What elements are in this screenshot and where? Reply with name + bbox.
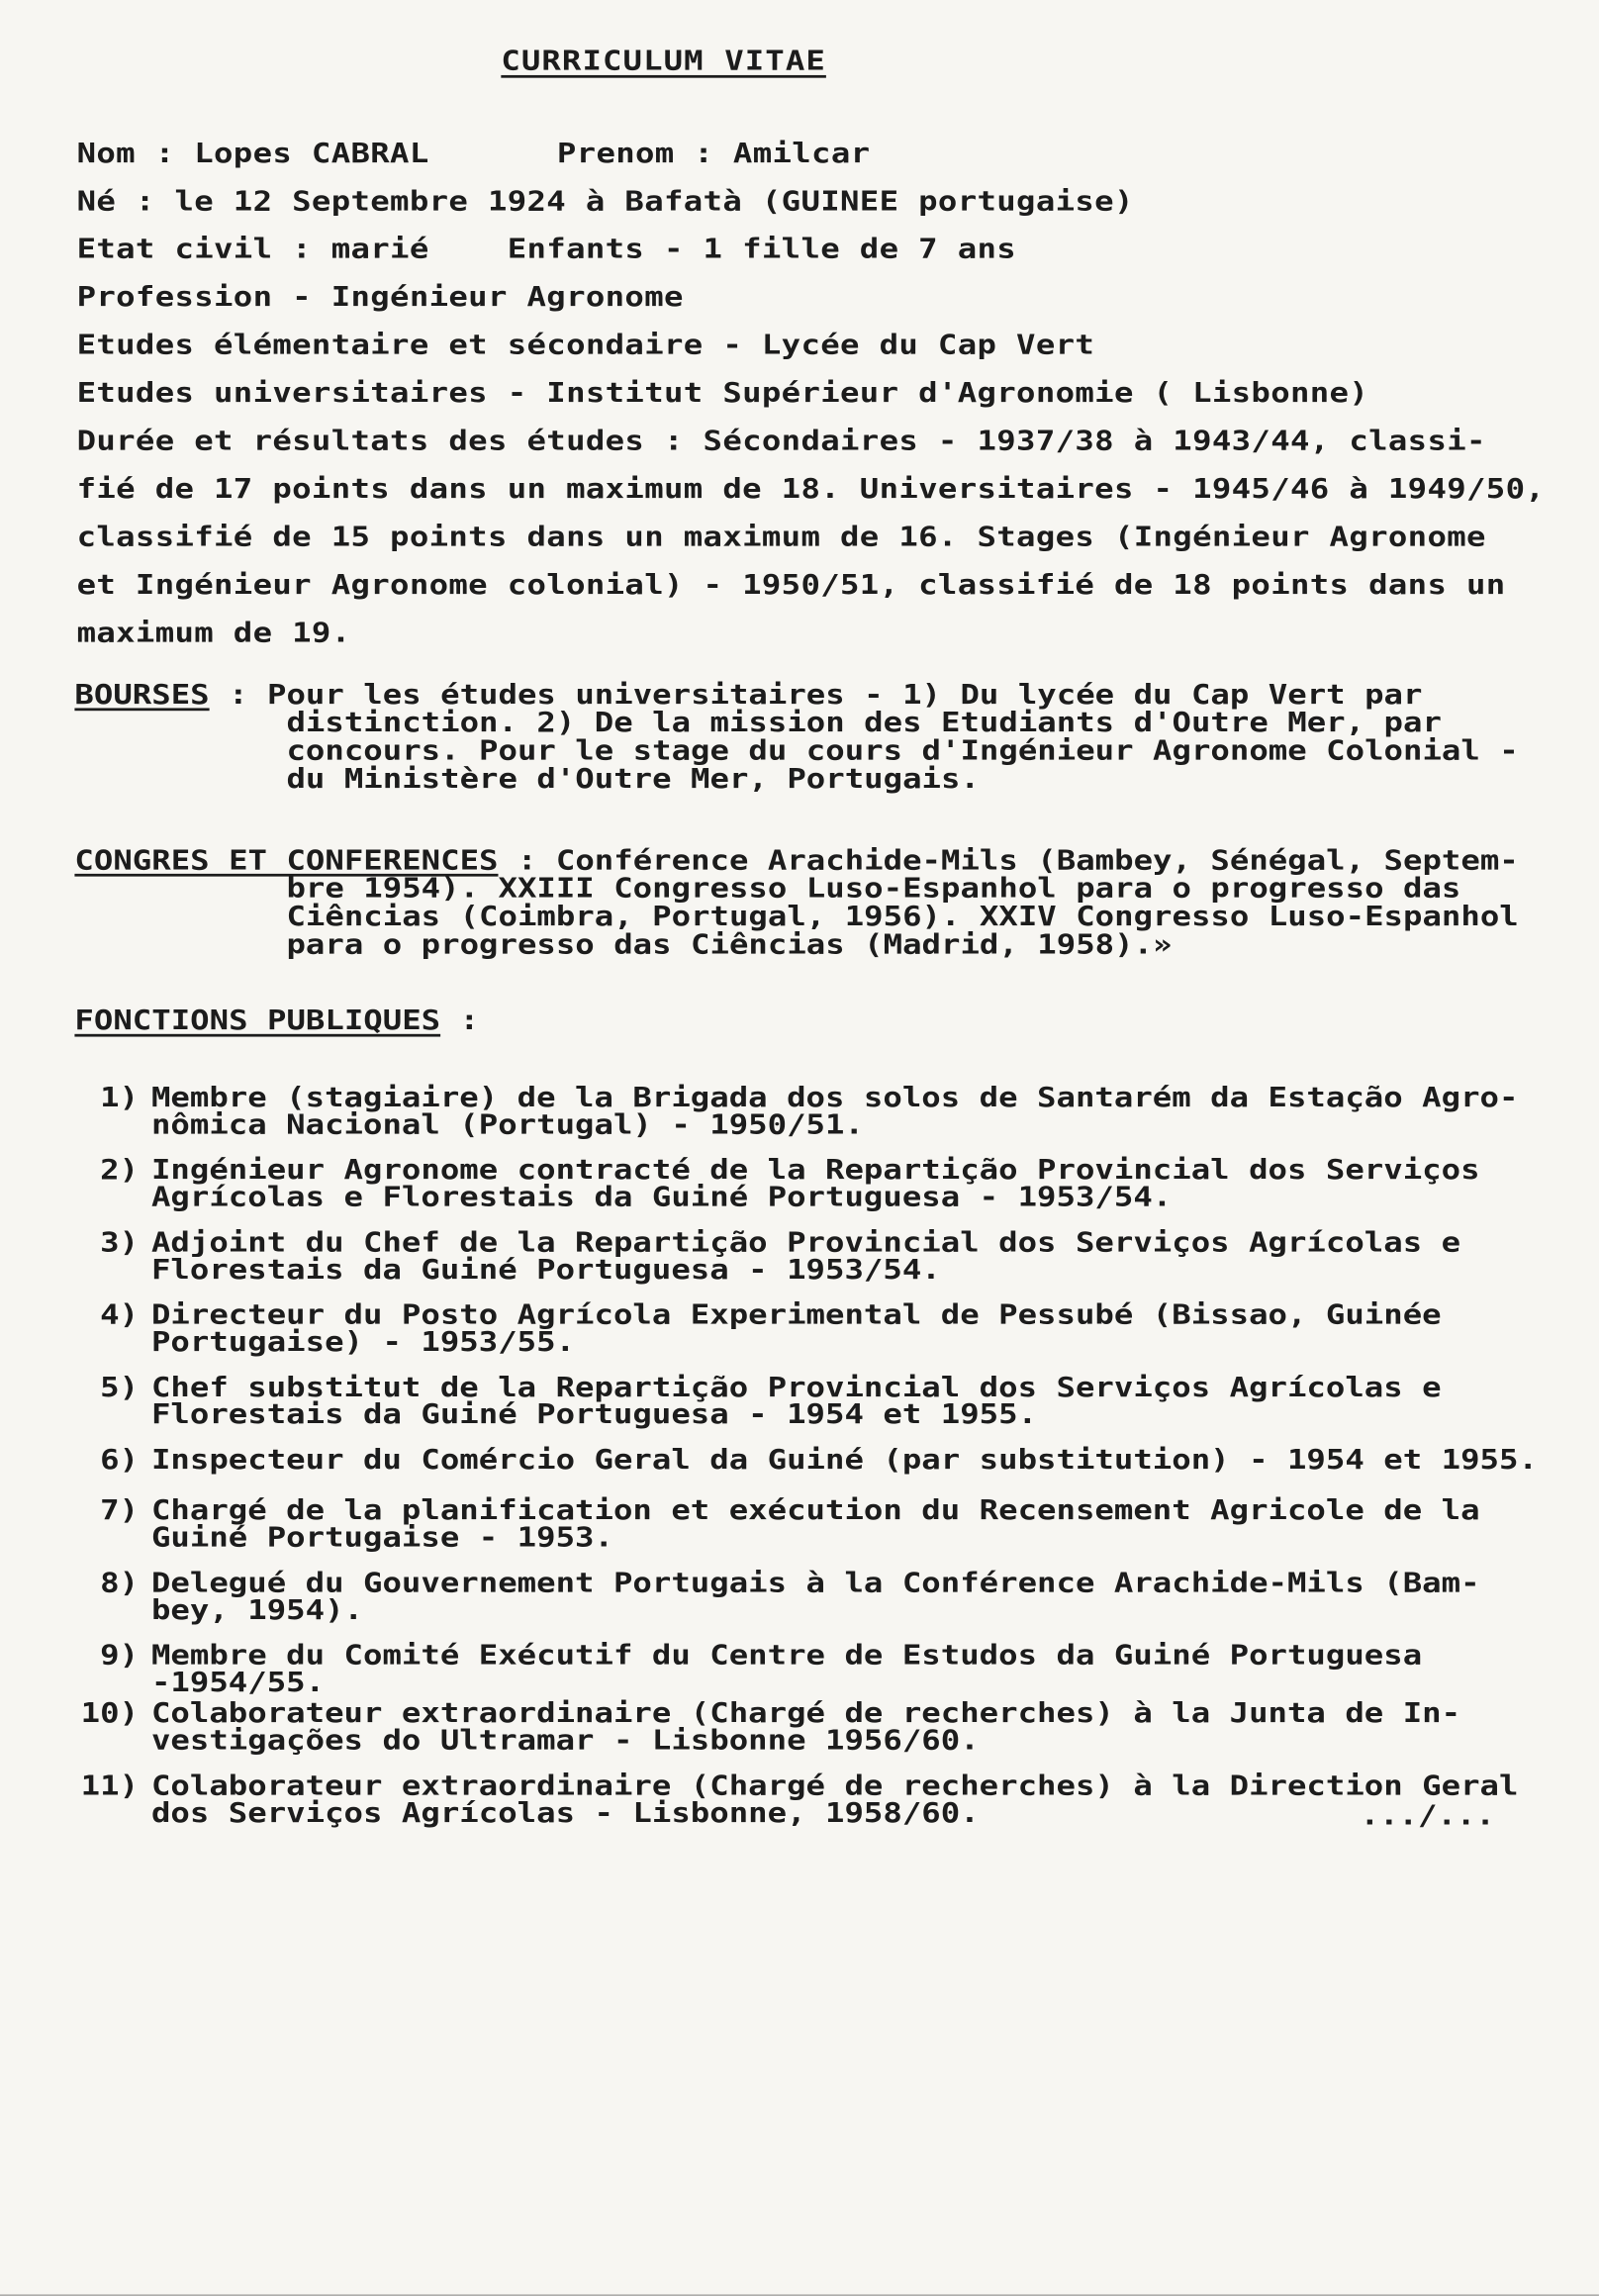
item-text-line-1: Colaborateur extraordinaire (Chargé de recherches) à la Direction Geral xyxy=(150,1770,1519,1802)
item-text-line-1: Chargé de la planification et exécution du Recensement Agricole de la xyxy=(150,1494,1480,1527)
list-item xyxy=(72,1226,1461,1287)
bourses-section: BOURSES : Pour les études universitaires - 1) Du lycée du Cap Vert par distinction. 2) De la mission des Etudiants d'Outre Mer, par concours. Pour le stage du cours d'Ingénieur Agronome Colonial - du Ministère d'Outre Mer, Portugais. xyxy=(74,679,1519,796)
birth-line: Né : le 12 Septembre 1924 à Bafatà (GUINEE portugaise) xyxy=(76,185,1134,218)
congres-section: CONGRES ET CONFERENCES : Conférence Arachide-Mils (Bambey, Sénégal, Septem- bre 1954). XXIII Congresso Luso-Espanhol para o progresso das Ciências (Coimbra, Portugal, 1956). XXIV Congresso Luso-Espanhol para o progresso das Ciências (Madrid, 1958).» xyxy=(74,844,1519,961)
item-text-line-2: -1954/55. xyxy=(150,1667,326,1699)
studies-line-4: et Ingénieur Agronome colonial) - 1950/51, classifié de 18 points dans un xyxy=(76,569,1506,602)
list-item xyxy=(72,1494,1480,1554)
list-item xyxy=(72,1697,1461,1757)
fonctions-heading: FONCTIONS PUBLIQUES : xyxy=(74,1004,480,1037)
item-number: 2) xyxy=(100,1154,140,1187)
item-text-line-1: Directeur du Posto Agrícola Experimental de Pessubé (Bissao, Guinée xyxy=(150,1298,1442,1331)
list-item xyxy=(72,1082,1519,1141)
item-text-line-2: nômica Nacional (Portugal) - 1950/51. xyxy=(150,1108,864,1141)
fonctions-label: FONCTIONS PUBLIQUES xyxy=(74,1004,441,1037)
list-item xyxy=(72,1298,1442,1359)
item-number: 8) xyxy=(100,1567,140,1599)
item-text-line-2: vestigações do Ultramar - Lisbonne 1956/60. xyxy=(150,1724,980,1757)
bourses-label: BOURSES xyxy=(74,679,210,712)
item-text-line-1: Adjoint du Chef de la Repartição Provincial dos Serviços Agrícolas e xyxy=(150,1226,1461,1259)
item-text-line-1: Chef substitut de la Repartição Provincial dos Serviços Agrícolas e xyxy=(150,1372,1442,1404)
item-number: 6) xyxy=(100,1444,140,1477)
studies-line-5: maximum de 19. xyxy=(76,617,351,649)
list-item xyxy=(72,1372,1442,1431)
item-text-line-1: Inspecteur du Comércio Geral da Guiné (par substitution) - 1954 et 1955. xyxy=(150,1444,1538,1477)
item-text-line-1: Membre (stagiaire) de la Brigada dos solos de Santarém da Estação Agro- xyxy=(150,1082,1519,1114)
item-text-line-2: Florestais da Guiné Portuguesa - 1953/54. xyxy=(150,1254,941,1287)
studies-line-3: classifié de 15 points dans un maximum de 16. Stages (Ingénieur Agronome xyxy=(76,521,1486,554)
item-text-line-2: dos Serviços Agrícolas - Lisbonne, 1958/60. xyxy=(150,1797,980,1830)
item-text-line-1: Delegué du Gouvernement Portugais à la Conférence Arachide-Mils (Bam- xyxy=(150,1567,1480,1599)
item-text-line-1: Colaborateur extraordinaire (Chargé de recherches) à la Junta de In- xyxy=(150,1697,1461,1730)
item-text-line-2: Guiné Portugaise - 1953. xyxy=(150,1521,613,1554)
item-number: 1) xyxy=(100,1082,140,1114)
item-text-line-2: bey, 1954). xyxy=(150,1594,364,1627)
item-number: 7) xyxy=(100,1494,140,1527)
university-studies-line: Etudes universitaires - Institut Supérieur d'Agronomie ( Lisbonne) xyxy=(76,377,1369,410)
list-item xyxy=(72,1639,1423,1699)
congres-label: CONGRES ET CONFERENCES xyxy=(74,844,499,877)
continuation-mark: .../... xyxy=(1360,1799,1495,1832)
item-number: 4) xyxy=(100,1298,140,1331)
studies-line-1: Durée et résultats des études : Sécondaires - 1937/38 à 1943/44, classi- xyxy=(76,426,1486,458)
studies-line-2: fié de 17 points dans un maximum de 18. Universitaires - 1945/46 à 1949/50, xyxy=(76,473,1546,506)
item-number: 3) xyxy=(100,1226,140,1259)
item-text-line-1: Membre du Comité Exécutif du Centre de Estudos da Guiné Portuguesa xyxy=(150,1639,1423,1672)
list-item xyxy=(72,1154,1480,1213)
document-title: CURRICULUM VITAE xyxy=(501,45,826,77)
name-line: Nom : Lopes CABRAL Prenom : Amilcar xyxy=(76,138,871,170)
item-number: 10) xyxy=(80,1697,140,1730)
profession-line: Profession - Ingénieur Agronome xyxy=(76,281,684,314)
civil-status-line: Etat civil : marié Enfants - 1 fille de 7 ans xyxy=(76,234,1017,266)
list-item xyxy=(72,1567,1480,1627)
item-number: 5) xyxy=(100,1372,140,1404)
item-text-line-2: Agrícolas e Florestais da Guiné Portuguesa - 1953/54. xyxy=(150,1181,1173,1213)
list-item xyxy=(72,1770,1519,1830)
item-text-line-2: Florestais da Guiné Portuguesa - 1954 et 1955. xyxy=(150,1398,1038,1431)
list-item xyxy=(72,1444,1538,1477)
item-text-line-1: Ingénieur Agronome contracté de la Repartição Provincial dos Serviços xyxy=(150,1154,1480,1187)
item-number: 11) xyxy=(80,1770,140,1802)
item-number: 9) xyxy=(100,1639,140,1672)
item-text-line-2: Portugaise) - 1953/55. xyxy=(150,1326,576,1359)
elementary-studies-line: Etudes élémentaire et sécondaire - Lycée du Cap Vert xyxy=(76,330,1095,362)
